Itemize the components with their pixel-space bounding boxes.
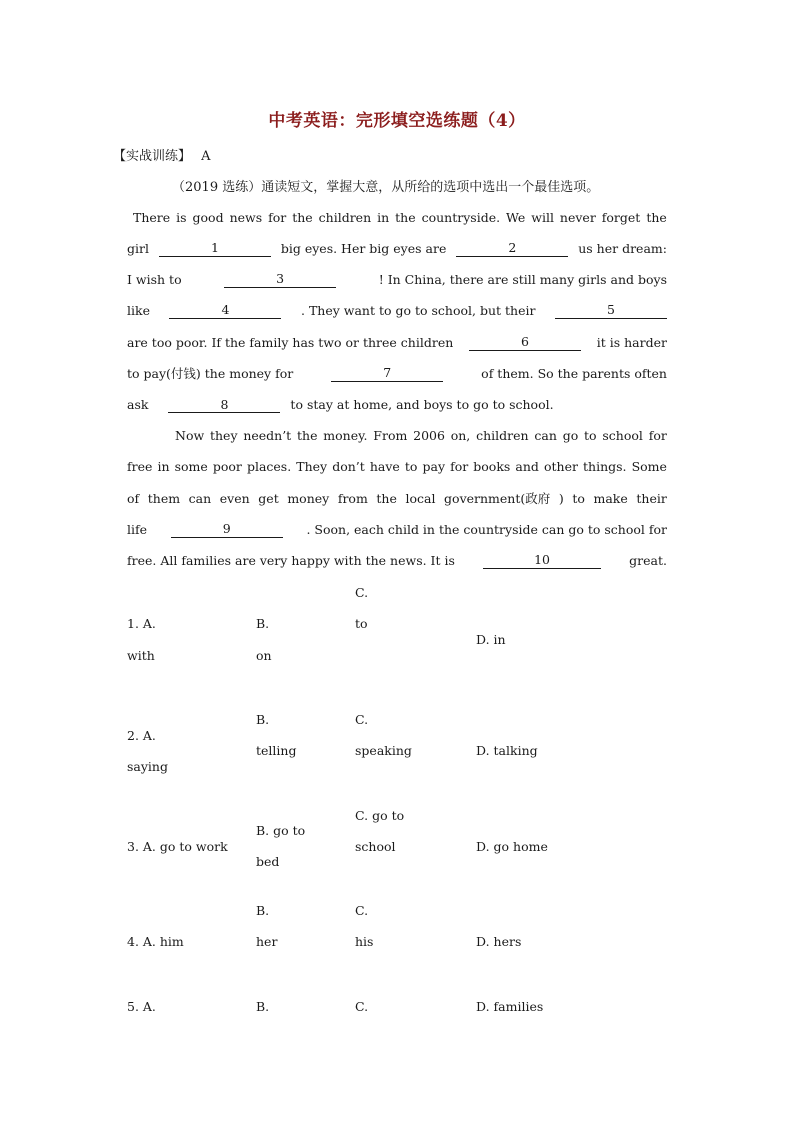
q3-option-d: D. go home [476, 839, 548, 854]
passage-line-6: to pay(付钱) the money for 7 of them. So the parents often [127, 365, 667, 381]
passage-line-1: There is good news for the children in the countryside. We will never forget the [133, 210, 667, 225]
q1-option-b: B. [256, 616, 270, 631]
q3-option-b-text: bed [256, 854, 280, 869]
q2-option-a: 2. A. [127, 728, 156, 743]
q2-option-c-text: speaking [355, 743, 412, 758]
q2-option-c: C. [355, 712, 369, 727]
q3-option-b: B. go to [256, 823, 306, 838]
q2-option-a-text: saying [127, 759, 168, 774]
q4-option-d: D. hers [476, 934, 522, 949]
blank-7: 7 [331, 366, 443, 382]
q4-option-c: C. [355, 903, 369, 918]
blank-5: 5 [555, 303, 667, 319]
blank-1: 1 [159, 241, 271, 257]
section-label: 【实战训练】 [113, 149, 192, 164]
passage-line-7: ask 8 to stay at home, and boys to go to school. [127, 397, 554, 412]
q1-option-b-text: on [256, 648, 272, 663]
q1-option-a: 1. A. [127, 616, 156, 631]
passage-line-12: free. All families are very happy with the news. It is 10 great. [127, 552, 667, 568]
instruction: （2019 选练）通读短文，掌握大意，从所给的选项中选出一个最佳选项。 [172, 180, 600, 195]
q3-option-c: C. go to [355, 808, 405, 823]
q5-option-a: 5. A. [127, 999, 156, 1014]
q2-option-b-text: telling [256, 743, 297, 758]
blank-3: 3 [224, 272, 336, 288]
q5-option-c: C. [355, 999, 369, 1014]
passage-line-8: Now they needn’t the money. From 2006 on, children can go to school for [175, 428, 667, 443]
q2-option-d: D. talking [476, 743, 538, 758]
section-letter: A [201, 149, 211, 164]
q3-option-c-text: school [355, 839, 396, 854]
passage-line-10: of them can even get money from the local government(政府 ) to make their [127, 491, 667, 506]
passage-line-2: girl 1 big eyes. Her big eyes are 2 us her dream: [127, 240, 667, 256]
section-heading [113, 145, 211, 164]
passage-line-3: I wish to 3 ! In China, there are still many girls and boys [127, 271, 667, 287]
q1-option-d: D. in [476, 632, 506, 647]
passage-line-5: are too poor. If the family has two or three children 6 it is harder [127, 334, 667, 350]
passage-line-4: like 4 . They want to go to school, but their 5 [127, 303, 667, 319]
q4-option-b-text: her [256, 934, 278, 949]
blank-2: 2 [456, 241, 568, 257]
q5-option-d: D. families [476, 999, 544, 1014]
q4-option-c-text: his [355, 934, 374, 949]
q4-option-a: 4. A. him [127, 934, 184, 949]
blank-9: 9 [171, 522, 283, 538]
blank-6: 6 [469, 335, 581, 351]
blank-10: 10 [483, 553, 601, 569]
passage-line-9: free in some poor places. They don’t have to pay for books and other things. Some [127, 459, 667, 474]
q1-option-a-text: with [127, 648, 155, 663]
blank-8: 8 [168, 398, 280, 413]
page-title: 中考英语：完形填空选练题（4） [268, 111, 526, 131]
q1-option-c-text: to [355, 616, 368, 631]
q3-option-a: 3. A. go to work [127, 839, 228, 854]
q1-option-c: C. [355, 585, 369, 600]
q2-option-b: B. [256, 712, 270, 727]
blank-4: 4 [169, 303, 281, 319]
q4-option-b: B. [256, 903, 270, 918]
passage-line-11: life 9 . Soon, each child in the countryside can go to school for [127, 521, 667, 537]
q5-option-b: B. [256, 999, 270, 1014]
